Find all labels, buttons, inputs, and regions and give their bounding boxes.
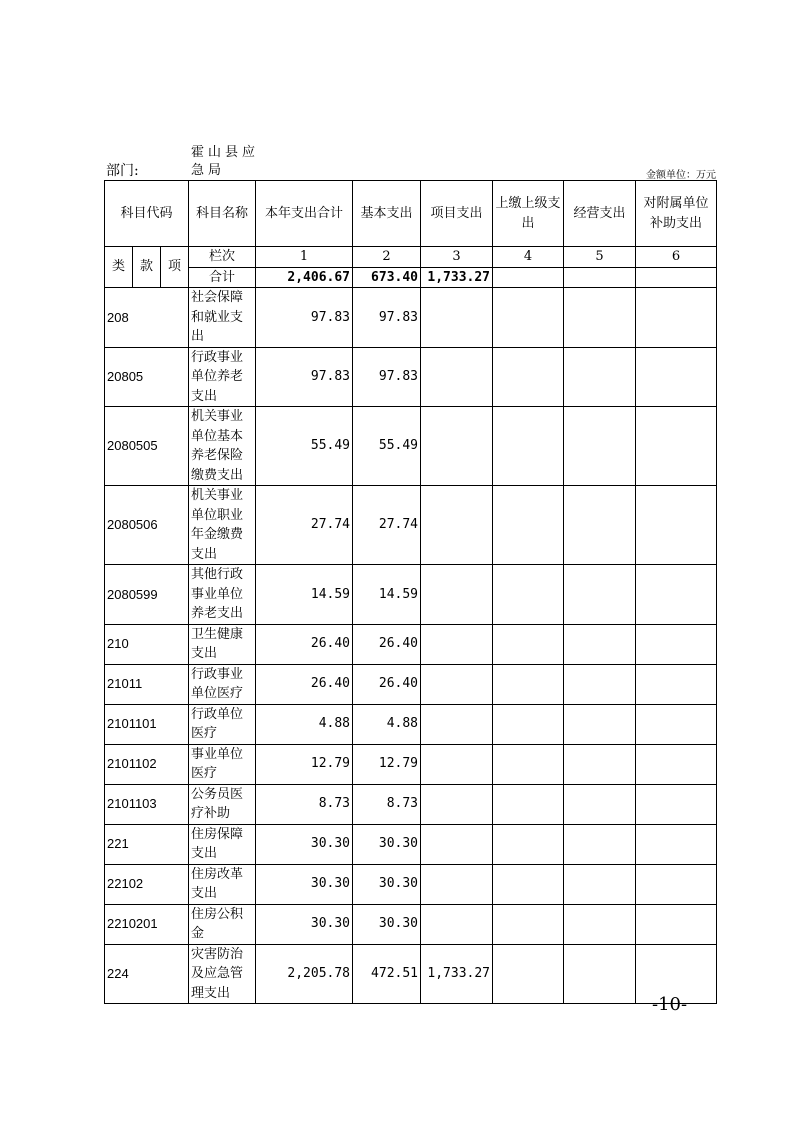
table-row (105, 407, 717, 486)
table-row (105, 565, 717, 625)
row-project (421, 904, 493, 944)
department-label: 部门: (106, 163, 139, 179)
row-project (421, 565, 493, 625)
col-header-basic: 基本支出 (353, 181, 421, 247)
col-number-4: 4 (493, 247, 564, 268)
row-subsidy (636, 624, 717, 664)
row-upper (493, 824, 564, 864)
department-name: 霍山县应急局 (191, 145, 260, 178)
row-name: 行政事业单位养老支出 (189, 347, 256, 407)
col-header-subsidy: 对附属单位补助支出 (636, 181, 717, 247)
page-number: -10- (652, 994, 688, 1015)
row-project (421, 744, 493, 784)
row-subsidy (636, 486, 717, 565)
row-subsidy (636, 744, 717, 784)
row-subsidy (636, 904, 717, 944)
row-subsidy (636, 864, 717, 904)
row-subsidy (636, 288, 717, 348)
row-upper (493, 744, 564, 784)
row-subsidy (636, 664, 717, 704)
row-upper (493, 904, 564, 944)
row-code: 2210201 (105, 904, 189, 944)
row-total: 30.30 (256, 824, 353, 864)
row-code: 208 (105, 288, 189, 348)
row-project (421, 407, 493, 486)
row-project (421, 288, 493, 348)
row-code: 224 (105, 944, 189, 1004)
row-upper (493, 704, 564, 744)
row-basic: 4.88 (353, 704, 421, 744)
row-name: 公务员医疗补助 (189, 784, 256, 824)
row-code: 210 (105, 624, 189, 664)
row-business (564, 744, 636, 784)
table-row (105, 624, 717, 664)
col-header-name: 科目名称 (189, 181, 256, 247)
row-subsidy (636, 407, 717, 486)
row-business (564, 704, 636, 744)
col-number-3: 3 (421, 247, 493, 268)
row-subsidy (636, 347, 717, 407)
row-total: 97.83 (256, 288, 353, 348)
row-business (564, 624, 636, 664)
col-header-business: 经营支出 (564, 181, 636, 247)
row-name: 社会保障和就业支出 (189, 288, 256, 348)
row-upper (493, 407, 564, 486)
row-business (564, 565, 636, 625)
row-code: 2080505 (105, 407, 189, 486)
row-name: 住房保障支出 (189, 824, 256, 864)
table-row (105, 904, 717, 944)
row-basic: 97.83 (353, 288, 421, 348)
row-business (564, 904, 636, 944)
row-upper (493, 288, 564, 348)
table-row (105, 486, 717, 565)
row-code: 20805 (105, 347, 189, 407)
row-basic: 97.83 (353, 347, 421, 407)
col-number-1: 1 (256, 247, 353, 268)
row-upper (493, 565, 564, 625)
row-business (564, 824, 636, 864)
lanci-label: 栏次 (189, 247, 256, 268)
col-number-2: 2 (353, 247, 421, 268)
table-row (105, 944, 717, 1004)
row-basic: 8.73 (353, 784, 421, 824)
row-basic: 55.49 (353, 407, 421, 486)
row-subsidy (636, 824, 717, 864)
row-upper (493, 784, 564, 824)
row-business (564, 864, 636, 904)
row-basic: 27.74 (353, 486, 421, 565)
row-project (421, 347, 493, 407)
col-header-upper: 上缴上级支出 (493, 181, 564, 247)
row-code: 2101101 (105, 704, 189, 744)
row-project (421, 664, 493, 704)
row-name: 住房改革支出 (189, 864, 256, 904)
row-name: 卫生健康支出 (189, 624, 256, 664)
row-basic: 472.51 (353, 944, 421, 1004)
sum-project: 1,733.27 (421, 267, 493, 288)
table-row (105, 288, 717, 348)
table-row (105, 864, 717, 904)
table-row (105, 347, 717, 407)
table-row (105, 704, 717, 744)
row-total: 14.59 (256, 565, 353, 625)
col-header-lei: 类 (105, 247, 133, 288)
col-header-xiang: 项 (161, 247, 189, 288)
col-number-5: 5 (564, 247, 636, 268)
row-business (564, 664, 636, 704)
row-project (421, 704, 493, 744)
row-project (421, 624, 493, 664)
row-total: 26.40 (256, 664, 353, 704)
col-number-6: 6 (636, 247, 717, 268)
row-code: 2101103 (105, 784, 189, 824)
row-basic: 14.59 (353, 565, 421, 625)
row-name: 其他行政事业单位养老支出 (189, 565, 256, 625)
row-project: 1,733.27 (421, 944, 493, 1004)
col-header-code: 科目代码 (105, 181, 189, 247)
row-name: 行政事业单位医疗 (189, 664, 256, 704)
row-name: 事业单位医疗 (189, 744, 256, 784)
table-row (105, 664, 717, 704)
row-subsidy (636, 565, 717, 625)
row-basic: 26.40 (353, 624, 421, 664)
table-row (105, 824, 717, 864)
row-business (564, 407, 636, 486)
row-business (564, 288, 636, 348)
row-name: 行政单位医疗 (189, 704, 256, 744)
row-basic: 30.30 (353, 864, 421, 904)
row-total: 12.79 (256, 744, 353, 784)
col-header-kuan: 款 (133, 247, 161, 288)
row-upper (493, 944, 564, 1004)
sum-label: 合计 (189, 267, 256, 288)
row-total: 97.83 (256, 347, 353, 407)
row-upper (493, 624, 564, 664)
sum-business (564, 267, 636, 288)
row-upper (493, 347, 564, 407)
col-header-project: 项目支出 (421, 181, 493, 247)
row-name: 机关事业单位基本养老保险缴费支出 (189, 407, 256, 486)
amount-unit: 金额单位：万元 (646, 170, 716, 181)
row-code: 21011 (105, 664, 189, 704)
row-code: 2080506 (105, 486, 189, 565)
sum-total: 2,406.67 (256, 267, 353, 288)
row-name: 住房公积金 (189, 904, 256, 944)
row-total: 55.49 (256, 407, 353, 486)
sum-upper (493, 267, 564, 288)
row-basic: 26.40 (353, 664, 421, 704)
row-code: 2101102 (105, 744, 189, 784)
row-total: 4.88 (256, 704, 353, 744)
sum-subsidy (636, 267, 717, 288)
row-basic: 12.79 (353, 744, 421, 784)
row-project (421, 864, 493, 904)
row-total: 2,205.78 (256, 944, 353, 1004)
row-upper (493, 486, 564, 565)
row-subsidy (636, 784, 717, 824)
row-business (564, 486, 636, 565)
row-upper (493, 664, 564, 704)
row-total: 27.74 (256, 486, 353, 565)
row-subsidy (636, 704, 717, 744)
expenditure-table (104, 180, 717, 1004)
row-code: 22102 (105, 864, 189, 904)
row-project (421, 784, 493, 824)
row-basic: 30.30 (353, 904, 421, 944)
col-header-total: 本年支出合计 (256, 181, 353, 247)
row-code: 221 (105, 824, 189, 864)
row-project (421, 824, 493, 864)
row-code: 2080599 (105, 565, 189, 625)
row-total: 30.30 (256, 864, 353, 904)
row-upper (493, 864, 564, 904)
row-name: 灾害防治及应急管理支出 (189, 944, 256, 1004)
row-business (564, 784, 636, 824)
sum-basic: 673.40 (353, 267, 421, 288)
row-total: 26.40 (256, 624, 353, 664)
row-business (564, 347, 636, 407)
table-row (105, 784, 717, 824)
row-total: 8.73 (256, 784, 353, 824)
row-basic: 30.30 (353, 824, 421, 864)
row-project (421, 486, 493, 565)
row-total: 30.30 (256, 904, 353, 944)
table-row (105, 744, 717, 784)
row-name: 机关事业单位职业年金缴费支出 (189, 486, 256, 565)
row-business (564, 944, 636, 1004)
